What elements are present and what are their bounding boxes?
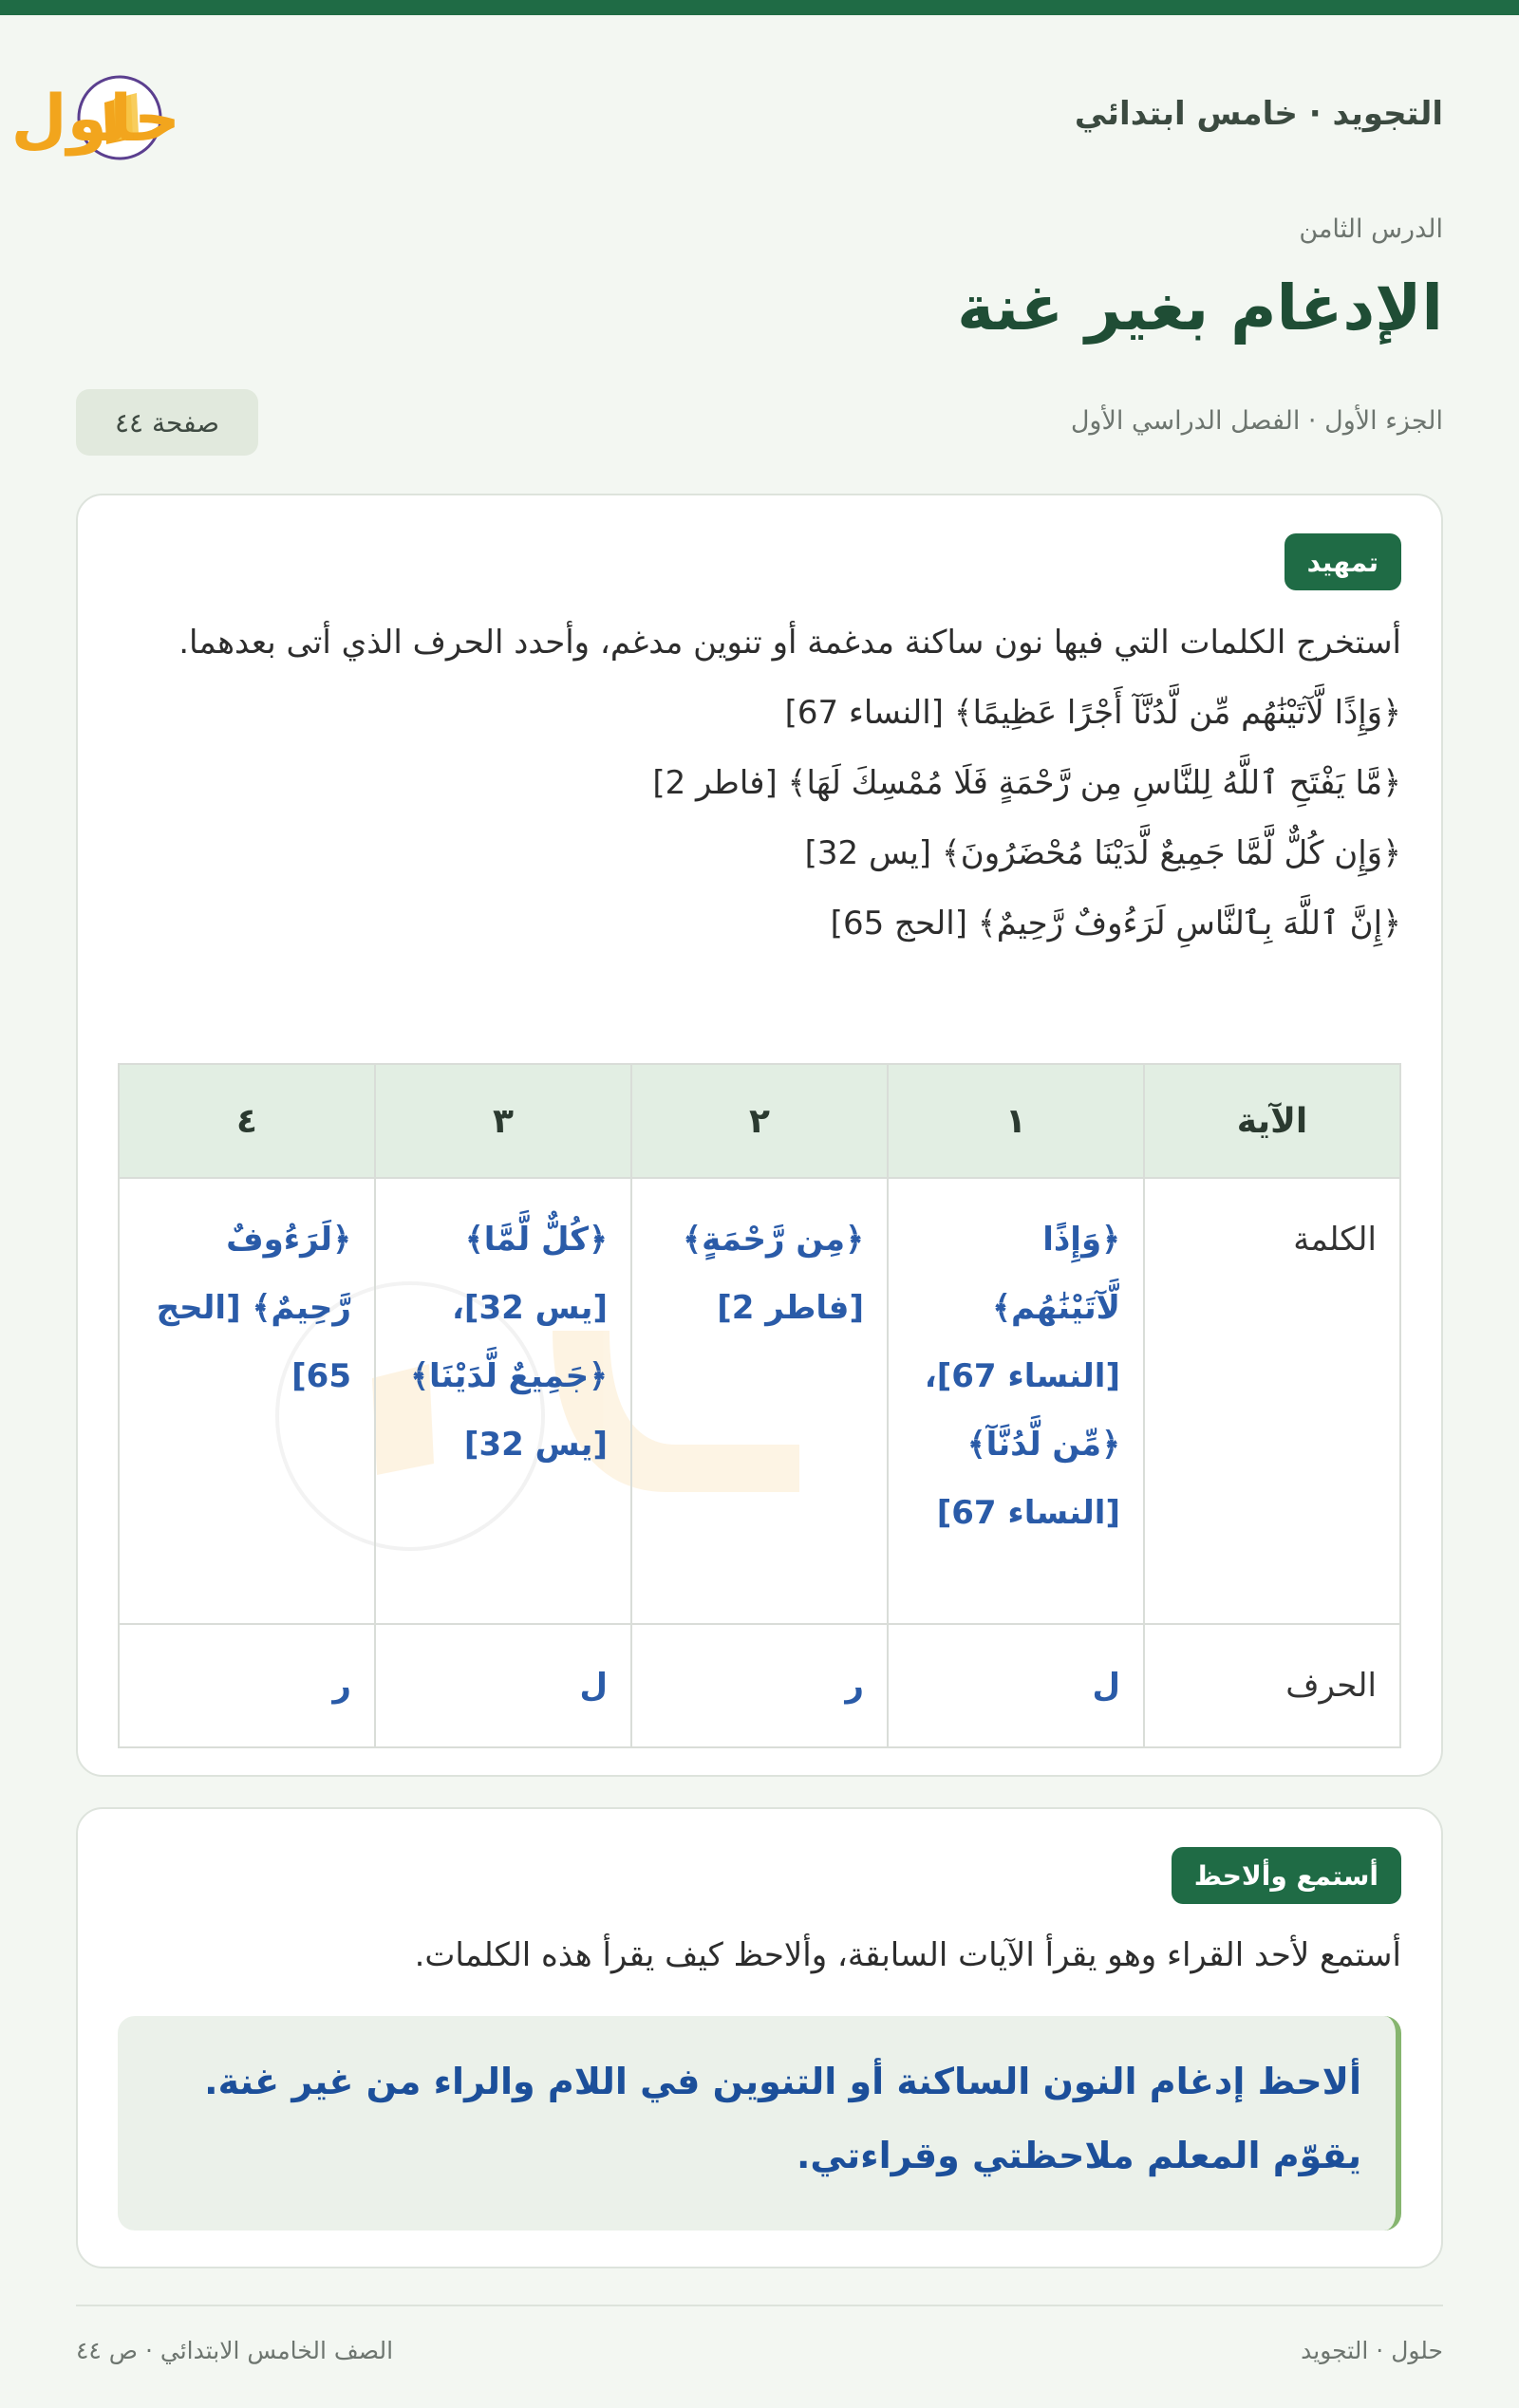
words-table bbox=[118, 1063, 1401, 1748]
observation-note: ألاحظ إدغام النون الساكنة أو التنوين في اللام والراء من غير غنة. يقوّم المعلم ملاحظتي وقراءتي. bbox=[118, 2016, 1401, 2231]
listen-text: أستمع لأحد القراء وهو يقرأ الآيات السابقة، وألاحظ كيف يقرأ هذه الكلمات. bbox=[414, 1936, 1401, 1974]
row-label-word: الكلمة bbox=[1144, 1178, 1400, 1624]
verse-3: ﴿وَإِن كُلٌّ لَّمَّا جَمِيعٌ لَّدَيْنَا مُحْضَرُونَ﴾ [يس 32] bbox=[804, 834, 1401, 872]
listen-card bbox=[76, 1807, 1443, 2268]
header bbox=[10, 61, 1443, 175]
verse-2: ﴿مَّا يَفْتَحِ ٱللَّهُ لِلنَّاسِ مِن رَّحْمَةٍ فَلَا مُمْسِكَ لَهَا﴾ [فاطر 2] bbox=[652, 764, 1401, 802]
verse-1: ﴿وَإِذًا لَّآتَيْنَٰهُم مِّن لَّدُنَّآ أَجْرًا عَظِيمًا﴾ [النساء 67] bbox=[784, 694, 1401, 732]
listen-tag: أستمع وألاحظ bbox=[1172, 1847, 1401, 1904]
intro-card bbox=[76, 494, 1443, 1777]
table-row bbox=[119, 1624, 1400, 1747]
intro-tag: تمهيد bbox=[1285, 533, 1401, 590]
footer-divider bbox=[76, 2305, 1443, 2306]
letter-cell-1: ل bbox=[888, 1624, 1144, 1747]
letter-cell-4: ر bbox=[119, 1624, 375, 1747]
table-header-3: ٣ bbox=[375, 1064, 631, 1178]
intro-text bbox=[118, 607, 1401, 959]
footer-brand: حلول · التجويد bbox=[1301, 2337, 1443, 2364]
lesson-meta: الجزء الأول · الفصل الدراسي الأول bbox=[1070, 406, 1443, 436]
lesson-number: الدرس الثامن bbox=[1299, 215, 1443, 244]
word-cell-4: ﴿لَرَءُوفٌ رَّحِيمٌ﴾ [الحج 65] bbox=[119, 1178, 375, 1624]
page-number-badge: صفحة ٤٤ bbox=[76, 389, 258, 456]
verse-4: ﴿إِنَّ ٱللَّهَ بِٱلنَّاسِ لَرَءُوفٌ رَّحِيمٌ﴾ [الحج 65] bbox=[830, 905, 1401, 943]
table-header-4: ٤ bbox=[119, 1064, 375, 1178]
header-title: التجويد · خامس ابتدائي bbox=[1074, 95, 1443, 133]
letter-cell-3: ل bbox=[375, 1624, 631, 1747]
footer-page: الصف الخامس الابتدائي · ص ٤٤ bbox=[76, 2337, 394, 2364]
word-cell-2: ﴿مِن رَّحْمَةٍ﴾ [فاطر 2] bbox=[631, 1178, 888, 1624]
word-cell-3: ﴿كُلٌّ لَّمَّا﴾ [يس 32]، ﴿جَمِيعٌ لَّدَيْنَا﴾ [يس 32] bbox=[375, 1178, 631, 1624]
table-row bbox=[119, 1178, 1400, 1624]
svg-text:حلول: حلول bbox=[10, 82, 180, 157]
row-label-letter: الحرف bbox=[1144, 1624, 1400, 1747]
word-cell-1: ﴿وَإِذًا لَّآتَيْنَٰهُم﴾ [النساء 67]، ﴿مِّن لَّدُنَّآ﴾ [النساء 67] bbox=[888, 1178, 1144, 1624]
table-header-2: ٢ bbox=[631, 1064, 888, 1178]
hulul-logo bbox=[10, 61, 351, 175]
table-header-aya: الآية bbox=[1144, 1064, 1400, 1178]
table-header-1: ١ bbox=[888, 1064, 1144, 1178]
letter-cell-2: ر bbox=[631, 1624, 888, 1747]
page-title: الإدغام بغير غنة bbox=[957, 271, 1443, 345]
intro-instruction: أستخرج الكلمات التي فيها نون ساكنة مدغمة أو تنوين مدغم، وأحدد الحرف الذي أتى بعدهما. bbox=[178, 624, 1401, 662]
top-accent-bar bbox=[0, 0, 1519, 15]
